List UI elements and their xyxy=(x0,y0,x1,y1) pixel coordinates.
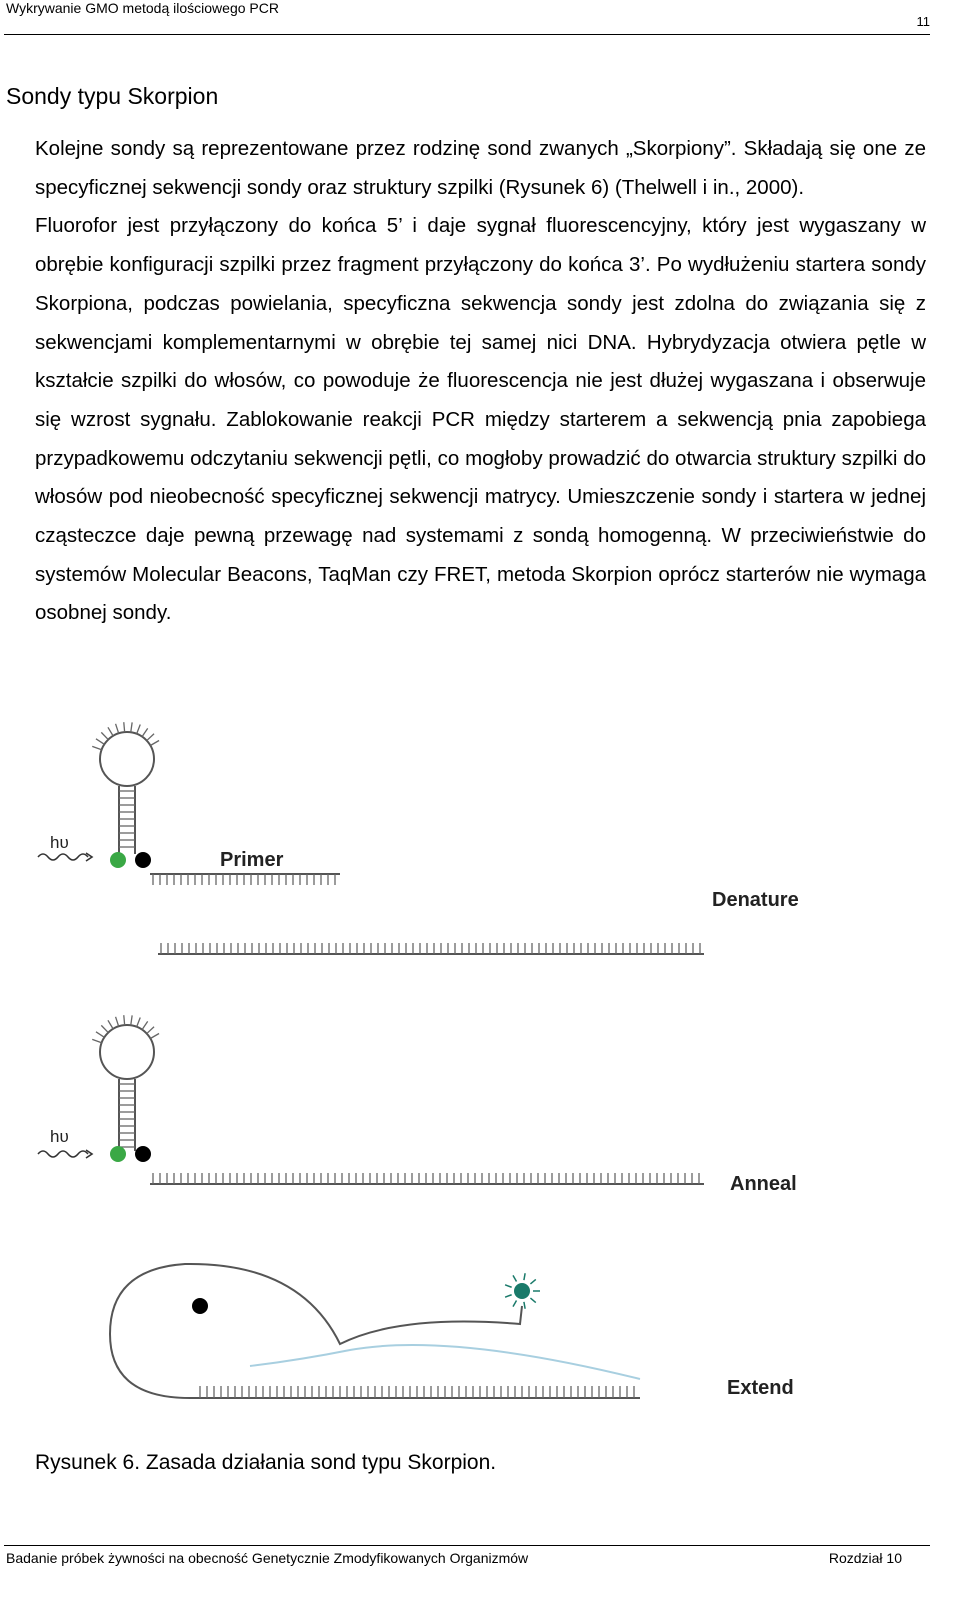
light-wave-1-arrow xyxy=(86,853,92,861)
header-rule xyxy=(4,34,930,35)
hairpin-1-loop-tick xyxy=(137,724,141,733)
denature-label: Denature xyxy=(712,889,799,911)
light-wave-2-arrow xyxy=(86,1150,92,1158)
hairpin-1-loop-tick xyxy=(142,728,148,736)
hairpin-2-loop-tick xyxy=(108,1020,113,1029)
paragraph-2: Fluorofor jest przyłączony do końca 5’ i daje sygnał fluorescencyjny, który jest wygaszany w obrębie konfiguracji szpilki przez fragment przyłączony do końca 3’. Po wydłużeniu startera sondy Skorpiona, podczas powielania, specyficzna sekwencja sondy jest zdolna do związania się z sekwencjami komplementarnymi w obrębie tej samej nici DNA. Hybrydyzacja otwiera pętle w kształcie szpilki do włosów, co powoduje że fluorescencja nie jest dłużej wygaszana i obserwuje się wzrost sygnału. Zablokowanie reakcji PCR między starterem a sekwencją pnia zapobiega przypadkowemu odczytaniu sekwencji pętli, co mogłoby prowadzić do otwarcia struktury szpilki do włosów pod nieobecność specyficznej sekwencji matrycy. Umieszczenie sondy i startera w jednej cząsteczce daje pewną przewagę nad systemami z sondą homogenną. W przeciwieństwie do systemów Molecular Beacons, TaqMan czy FRET, metoda Skorpion oprócz starterów nie wymaga osobnej sondy. xyxy=(35,214,926,625)
emission-ray xyxy=(524,1273,525,1280)
light-wave-2 xyxy=(38,1151,88,1157)
hairpin-1-loop xyxy=(100,732,154,786)
hairpin-1-loop-tick xyxy=(147,734,154,741)
scorpion-diagram xyxy=(0,714,960,1444)
new-strand xyxy=(250,1345,640,1379)
emission-ray xyxy=(524,1302,525,1309)
hairpin-2-loop-tick xyxy=(142,1021,148,1029)
hairpin-2-loop-tick xyxy=(124,1015,125,1025)
hairpin-2-loop-tick xyxy=(101,1025,108,1032)
footer-rule xyxy=(4,1545,930,1546)
hairpin-1-loop-tick xyxy=(101,732,108,739)
emission-ray xyxy=(513,1301,517,1307)
figure-caption: Rysunek 6. Zasada działania sond typu Skorpion. xyxy=(35,1451,497,1474)
fluorophore-1 xyxy=(110,852,126,868)
paragraph-1: Kolejne sondy są reprezentowane przez rodzinę sond zwanych „Skorpiony”. Składają się one ze specyficznej sekwencji sondy oraz struktury szpilki (Rysunek 6) (Thelwell i in., 2000). xyxy=(35,137,926,199)
anneal-label: Anneal xyxy=(730,1173,797,1195)
emission-ray xyxy=(505,1285,512,1287)
primer-label: Primer xyxy=(220,849,284,871)
hairpin-1-loop-tick xyxy=(131,722,132,732)
emission-ray xyxy=(513,1275,517,1281)
section-title: Sondy typu Skorpion xyxy=(6,83,219,109)
footer-title: Badanie próbek żywności na obecność Genetycznie Zmodyfikowanych Organizmów xyxy=(6,1550,529,1566)
body-text xyxy=(35,130,926,633)
hairpin-1-loop-tick xyxy=(92,746,101,749)
emission-ray xyxy=(530,1298,535,1302)
hv-label-top: hυ xyxy=(50,833,69,852)
hairpin-2-loop-tick xyxy=(131,1015,132,1025)
hairpin-2-loop-tick xyxy=(147,1027,154,1034)
hairpin-1-loop-tick xyxy=(124,722,125,732)
emission-ray xyxy=(505,1295,512,1297)
fluorophore-2 xyxy=(110,1146,126,1162)
hairpin-2-loop-tick xyxy=(92,1039,101,1042)
diagram-strands xyxy=(38,722,704,1398)
hairpin-2-loop-tick xyxy=(116,1017,119,1027)
light-wave-1 xyxy=(38,854,88,860)
hairpin-2-loop-tick xyxy=(150,1034,159,1039)
quencher-2 xyxy=(135,1146,151,1162)
extend-strand xyxy=(110,1264,640,1398)
quencher-1 xyxy=(135,852,151,868)
running-head: Wykrywanie GMO metodą ilościowego PCR xyxy=(6,0,279,16)
emission-ray xyxy=(530,1279,535,1283)
hairpin-1-loop-tick xyxy=(108,727,113,736)
extend-label: Extend xyxy=(727,1377,794,1399)
quencher-3 xyxy=(192,1298,208,1314)
page-number: 11 xyxy=(916,14,930,29)
footer-chapter: Rozdział 10 xyxy=(828,1550,902,1566)
hairpin-2-loop-tick xyxy=(137,1017,141,1026)
hairpin-1-loop-tick xyxy=(116,724,119,734)
hairpin-1-loop-tick xyxy=(96,739,104,744)
scorpion-figure xyxy=(0,714,960,1444)
fluorophore-3-emitting xyxy=(514,1283,530,1299)
hv-label-mid: hυ xyxy=(50,1127,69,1146)
hairpin-1-loop-tick xyxy=(150,741,159,746)
hairpin-2-loop-tick xyxy=(96,1032,104,1037)
hairpin-2-loop xyxy=(100,1025,154,1079)
